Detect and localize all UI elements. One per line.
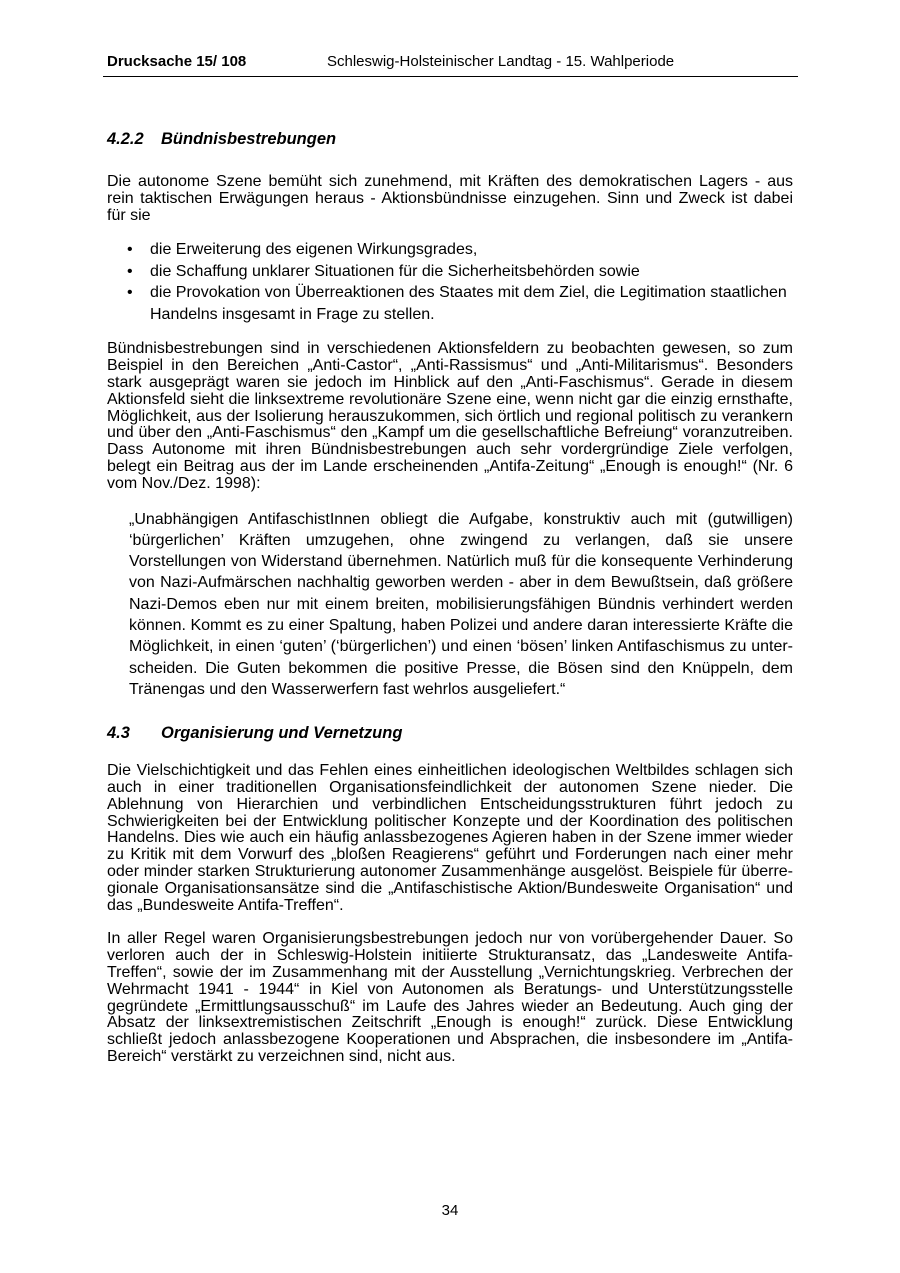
section-heading-4-3 <box>107 722 793 744</box>
section-number: 4.2.2 <box>107 130 144 148</box>
list-item <box>107 282 793 325</box>
list-item <box>107 261 793 283</box>
bullet-icon: • <box>127 262 133 280</box>
header-title: Schleswig-Holsteinischer Landtag - 15. Wahlperiode <box>327 53 675 70</box>
page-content <box>107 128 793 1066</box>
section-title: Bündnisbestrebungen <box>161 130 337 148</box>
list-item-text: die Erweiterung des eigenen Wirkungsgrades, <box>150 241 478 259</box>
list-item-text: die Schaffung unklarer Situationen für die Sicherheitsbehörden sowie <box>150 262 640 280</box>
page-number: 34 <box>441 1202 459 1219</box>
bullet-icon: • <box>127 241 133 259</box>
section-number: 4.3 <box>107 724 130 743</box>
block-quote: „Unabhängigen AntifaschistInnen obliegt die Aufgabe, konstruktiv auch mit (gutwilligen) ‘bürgerlichen’ Kräften umzugehen, ohne zwingend zu verlangen, daß sie unsere Vorstellungen von Widerstand übernehmen. Natürlich muß für die konsequente Verhinderung von Nazi-Aufmärschen nachhaltig geworben werden - aber in dem Bewußtsein, daß größere Nazi-Demos eben nur mit einem breiten, mobilisierungsfähigen Bündnis verhindert werden können. Kommt es zu einer Spaltung, haben Polizei und andere daran interessierte Kräfte die Möglichkeit, in einen ‘guten’ (‘bürgerlichen’) und einen ‘bösen’ linken Antifaschismus zu unterscheiden. Die Guten bekommen die positive Presse, die Bösen sind den Knüppeln, dem Tränengas und den Wasserwerfern fast wehrlos ausgeliefert.“ <box>129 510 793 698</box>
body-paragraph: Bündnisbestrebungen sind in verschiedenen Aktionsfeldern zu beobachten gewesen, so zum Beispiel in den Bereichen „Anti-Castor“, „Anti-Rassismus“ und „Anti-Militarismus“. Besonders stark ausgeprägt waren sie jedoch im Hinblick auf den „Anti-Faschismus“. Gerade in diesem Aktionsfeld sieht die linksextreme revolutionäre Szene eine, wenn nicht gar die einzig ernsthafte, Möglichkeit, aus der Isolierung herauszukommen, sich örtlich und regional politisch zu verankern und über den „Anti-Faschismus“ den „Kampf um die gesellschaftliche Befreiung“ voranzutreiben. Dass Autonome mit ihren Bündnisbestrebungen auch sehr vordergründige Ziele verfolgen, belegt ein Beitrag aus der im Lande erscheinenden „Antifa-Zeitung“ „Enough is enough!“ (Nr. 6 vom Nov./Dez. 1998): <box>107 340 793 492</box>
bullet-list <box>107 239 793 325</box>
document-number: Drucksache 15/ 108 <box>107 53 247 70</box>
intro-paragraph: Die autonome Szene bemüht sich zunehmend, mit Kräften des demokratischen Lagers - aus rein taktischen Erwägungen heraus - Aktionsbündnisse einzugehen. Sinn und Zweck ist dabei für sie <box>107 173 793 224</box>
section-heading-4-2-2 <box>107 128 793 150</box>
bullet-icon: • <box>127 284 133 302</box>
section-title: Organisierung und Vernetzung <box>161 724 403 743</box>
header-rule <box>103 76 798 77</box>
list-item <box>107 239 793 261</box>
body-paragraph: In aller Regel waren Organisierungsbestrebungen jedoch nur von vorübergehender Dauer. So verloren auch der in Schleswig-Holstein initiierte Strukturansatz, das „Landesweite Antifa-Treffen“, sowie der im Zusammenhang mit der Ausstellung „Vernichtungskrieg. Verbrechen der Wehrmacht 1941 - 1944“ in Kiel von Autonomen als Beratungs- und Unterstützungsstelle gegründete „Ermittlungsausschuß“ im Laufe des Jahres wieder an Bedeutung. Auch ging der Absatz der linksextremistischen Zeitschrift „Enough is enough!“ zurück. Diese Entwicklung schließt jedoch anlassbezogene Kooperationen und Absprachen, die insbesondere im „Antifa-Bereich“ verstärkt zu verzeichnen sind, nicht aus. <box>107 930 793 1065</box>
body-paragraph: Die Vielschichtigkeit und das Fehlen eines einheitlichen ideologischen Weltbildes schlagen sich auch in einer traditionellen Organisationsfeindlichkeit der autonomen Szene nieder. Die Ablehnung von Hierarchien und verbindlichen Entscheidungsstrukturen führt jedoch zu Schwierigkeiten bei der Entwicklung politischer Konzepte und der Koordination des politischen Handelns. Dies wie auch ein häufig anlassbezogenes Agieren haben in der Szene immer wieder zu Kritik mit dem Vorwurf des „bloßen Reagierens“ geführt und Forderungen nach einer mehr oder minder starken Strukturierung autonomer Zusammenhänge ausgelöst. Beispiele für überregionale Organisationsansätze sind die „Antifaschistische Aktion/Bundesweite Organisation“ und das „Bundesweite Antifa-Treffen“. <box>107 762 793 914</box>
list-item-text: die Provokation von Überreaktionen des Staates mit dem Ziel, die Legitimation staatlichen Handelns insgesamt in Frage zu stellen. <box>150 284 787 323</box>
